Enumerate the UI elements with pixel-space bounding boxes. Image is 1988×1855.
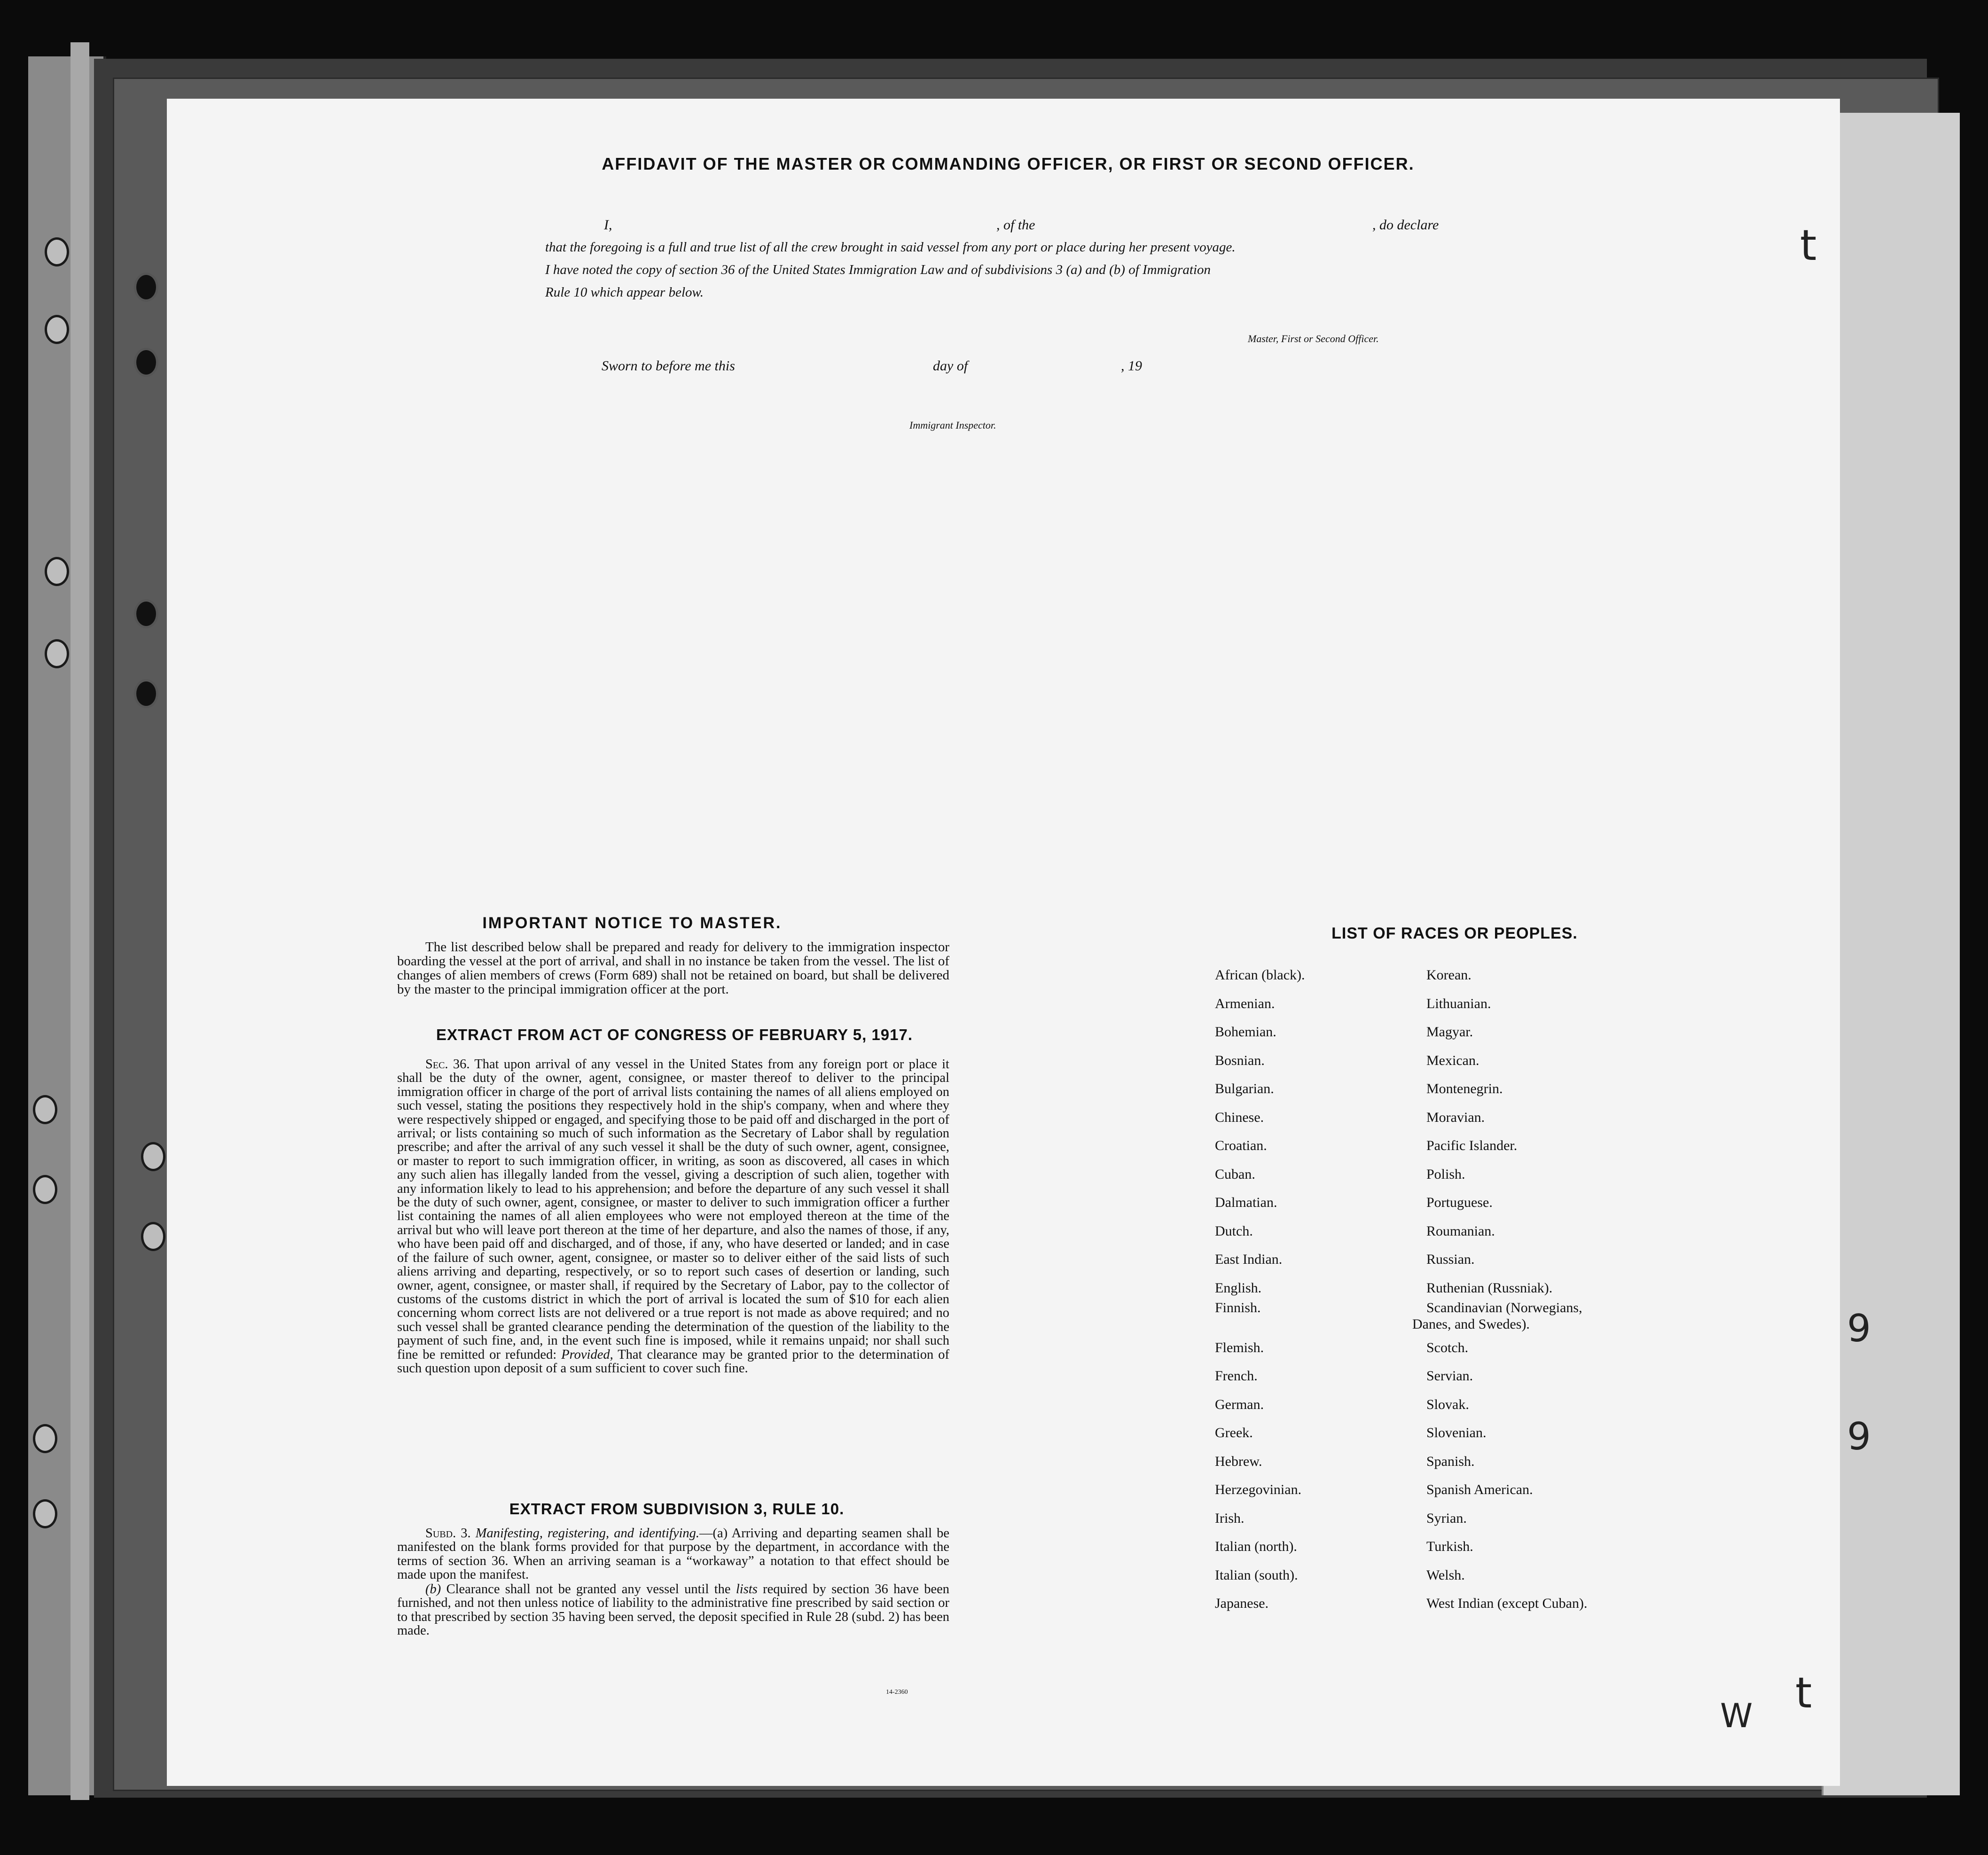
binder-hole <box>33 1095 57 1124</box>
margin-mark: 9 <box>1847 1415 1871 1458</box>
race-right-item: Spanish. <box>1426 1453 1475 1469</box>
binder-hole <box>33 1499 57 1528</box>
margin-mark: 9 <box>1847 1307 1871 1350</box>
sworn-text: Sworn to before me this <box>602 358 735 374</box>
para-b-lists: lists <box>736 1582 758 1597</box>
binder-hole <box>45 315 69 344</box>
affidavit-of-the: , of the <box>996 217 1035 233</box>
section-36-end: That clearance may be granted prior to the determination of such question upon deposit of a sum sufficient to cover such fine. <box>397 1347 949 1376</box>
provided-word: Provided, <box>561 1347 613 1362</box>
notice-title: IMPORTANT NOTICE TO MASTER. <box>482 914 782 932</box>
race-left-item: Japanese. <box>1215 1596 1269 1611</box>
race-left-item: Finnish. <box>1215 1300 1261 1315</box>
binder-hole <box>45 639 69 668</box>
signature-caption: Master, First or Second Officer. <box>1248 333 1379 344</box>
binder-hole <box>134 599 158 628</box>
binder-hole <box>45 237 69 266</box>
race-left-item: East Indian. <box>1215 1252 1283 1267</box>
inspector-caption: Immigrant Inspector. <box>909 419 996 431</box>
margin-mark: t <box>1800 221 1817 270</box>
race-right-item: Russian. <box>1426 1252 1475 1267</box>
race-right-item: Ruthenian (Russniak). <box>1426 1280 1553 1296</box>
race-right-item: Slovenian. <box>1426 1425 1487 1440</box>
binder-hole <box>33 1175 57 1204</box>
subd-label: Subd. 3. <box>425 1526 471 1541</box>
race-right-item: Moravian. <box>1426 1109 1485 1125</box>
para-b-pre: Clearance shall not be granted any vessel until the <box>446 1582 731 1597</box>
para-b-post: required by section 36 have been furnished, and not then unless notice of liability to the administrative fine prescribed by said section or to that prescribed by section 35 having been served, the deposit specified in Rule 28 (subd. 2) has been made. <box>397 1582 950 1638</box>
subd-para-a: —(a) Arriving and departing seamen shall be manifested on the blank forms provided for that purpose by the department, in accordance with the terms of section 36. When an arriving seaman is a “workaway” a notation to that effect should be made upon the manifest. <box>397 1526 950 1582</box>
race-right-item: Lithuanian. <box>1426 995 1491 1011</box>
margin-mark: W <box>1720 1697 1753 1735</box>
race-right-item: Turkish. <box>1426 1539 1473 1554</box>
binder-hole <box>45 557 69 586</box>
binder-hole <box>134 273 158 302</box>
affidavit-line4: Rule 10 which appear below. <box>545 285 704 300</box>
race-right-item: Roumanian. <box>1426 1223 1495 1239</box>
race-left-item: Chinese. <box>1215 1109 1264 1125</box>
rule-para-a <box>397 1526 949 1582</box>
binder-hole <box>141 1222 165 1251</box>
race-right-item: Scotch. <box>1426 1339 1469 1355</box>
section-36-text: That upon arrival of any vessel in the United States from any foreign port or place it shall be the duty of the owner, agent, consignee, or master thereof to deliver to the principal immigration officer in charge of the port of arrival lists containing the names of all aliens employed on such vessel, stating the positions they respectively hold in the ship's company, when and where they were respectively shipped or engaged, and specifying those to be paid off and discharged in the port of arrival; or lists containing so much of such information as the Secretary of Labor shall by regulation prescribe; and after the arrival of any such vessel it shall be the duty of such owner, agent, consignee, or master to report to such immigration officer, in writing, as soon as discovered, all cases in which any such alien has illegally landed from the vessel, giving a description of such alien, together with any information likely to lead to his apprehension; and before the departure of any such vessel it shall be the duty of such owner, agent, consignee, or master to deliver to such immigration officer a further list containing the names of all alien employees who were not employed thereon at the time of the arrival but who will leave port thereon at the time of her departure, and also the names of those, if any, who have been paid off and discharged, and of those, if any, who have deserted or landed; and in case of the failure of such owner, agent, consignee, or master so to deliver either of the said lists of such aliens arriving and departing, respectively, or so to report such cases of desertion or landing, such owner, agent, consignee, or master shall, if required by the Secretary of Labor, pay to the collector of customs of the customs district in which the port of arrival is located the sum of $10 for each alien concerning whom correct lists are not delivered or a true report is not made as above required; and no such vessel shall be granted clearance pending the determination of the question of the liability to the payment of such fine, and, in the event such fine is imposed, while it remains unpaid; nor shall such fine be remitted or refunded: <box>397 1057 949 1362</box>
binder-hole <box>134 348 158 377</box>
para-b-label: (b) <box>425 1582 441 1597</box>
extract-rule-title: EXTRACT FROM SUBDIVISION 3, RULE 10. <box>509 1500 845 1518</box>
race-left-item: English. <box>1215 1280 1262 1296</box>
race-right-item: Mexican. <box>1426 1052 1479 1068</box>
race-left-item: Greek. <box>1215 1425 1253 1440</box>
race-left-item: Italian (south). <box>1215 1567 1298 1583</box>
race-left-item: Armenian. <box>1215 995 1275 1011</box>
race-left-item: Bulgarian. <box>1215 1081 1274 1096</box>
extract-act-text <box>397 1057 949 1375</box>
margin-mark: t <box>1795 1668 1812 1718</box>
notice-text: The list described below shall be prepared and ready for delivery to the immigration inspector boarding the vessel at the port of arrival, and shall in no instance be taken from the vessel. The list of changes of alien members of crews (Form 689) shall not be retained on board, but shall be delivered by the master to the principal immigration officer at the port. <box>397 939 949 997</box>
race-left-item: African (black). <box>1215 967 1305 983</box>
race-right-item: Korean. <box>1426 967 1471 983</box>
affidavit-declare: , do declare <box>1372 217 1439 233</box>
subd-heading: Manifesting, registering, and identifying. <box>475 1526 700 1541</box>
race-right-item: Montenegrin. <box>1426 1081 1503 1096</box>
manifest-page <box>167 99 1840 1786</box>
binder-hole <box>141 1142 165 1171</box>
section-label: Sec. 36. <box>425 1057 470 1072</box>
race-right-item: Polish. <box>1426 1166 1465 1182</box>
race-left-item: Herzegovinian. <box>1215 1482 1302 1497</box>
race-right-item: Syrian. <box>1426 1510 1467 1526</box>
race-left-item: Italian (north). <box>1215 1539 1297 1554</box>
race-right-item: Pacific Islander. <box>1426 1138 1518 1153</box>
race-scandinavian-cont: Danes, and Swedes). <box>1412 1316 1530 1332</box>
race-right-item: Slovak. <box>1426 1396 1469 1412</box>
binder-spine <box>70 42 89 1800</box>
race-right-item: Scandinavian (Norwegians, <box>1426 1300 1582 1315</box>
binder-hole <box>33 1424 57 1453</box>
race-right-item: Portuguese. <box>1426 1195 1493 1210</box>
extract-act-title: EXTRACT FROM ACT OF CONGRESS OF FEBRUARY 5, 1917. <box>436 1026 913 1043</box>
race-right-item: West Indian (except Cuban). <box>1426 1596 1588 1611</box>
sworn-year: , 19 <box>1121 358 1142 374</box>
rule-para-b <box>397 1582 949 1638</box>
race-left-item: Irish. <box>1215 1510 1244 1526</box>
race-left-item: French. <box>1215 1368 1258 1384</box>
race-right-item: Spanish American. <box>1426 1482 1533 1497</box>
race-left-item: Bohemian. <box>1215 1024 1276 1040</box>
race-right-item: Welsh. <box>1426 1567 1465 1583</box>
affidavit-line3: I have noted the copy of section 36 of the United States Immigration Law and of subdivisions 3 (a) and (b) of Immigration <box>545 262 1211 277</box>
race-right-item: Servian. <box>1426 1368 1473 1384</box>
next-page-edge <box>1822 113 1960 1795</box>
race-left-item: Croatian. <box>1215 1138 1267 1153</box>
binder-hole <box>134 679 158 708</box>
race-left-item: Dalmatian. <box>1215 1195 1277 1210</box>
affidavit-title: AFFIDAVIT OF THE MASTER OR COMMANDING OFFICER, OR FIRST OR SECOND OFFICER. <box>602 154 1415 173</box>
race-left-item: Dutch. <box>1215 1223 1253 1239</box>
race-left-item: Bosnian. <box>1215 1052 1265 1068</box>
affidavit-i: I, <box>604 217 612 233</box>
race-left-item: Hebrew. <box>1215 1453 1262 1469</box>
race-left-item: Flemish. <box>1215 1339 1264 1355</box>
race-left-item: German. <box>1215 1396 1264 1412</box>
race-left-item: Cuban. <box>1215 1166 1255 1182</box>
races-title: LIST OF RACES OR PEOPLES. <box>1331 924 1578 942</box>
affidavit-line2: that the foregoing is a full and true list of all the crew brought in said vessel from any port or place during her present voyage. <box>545 240 1236 255</box>
sworn-day-of: day of <box>933 358 968 374</box>
race-right-item: Magyar. <box>1426 1024 1473 1040</box>
form-number: 14-2360 <box>886 1689 908 1696</box>
